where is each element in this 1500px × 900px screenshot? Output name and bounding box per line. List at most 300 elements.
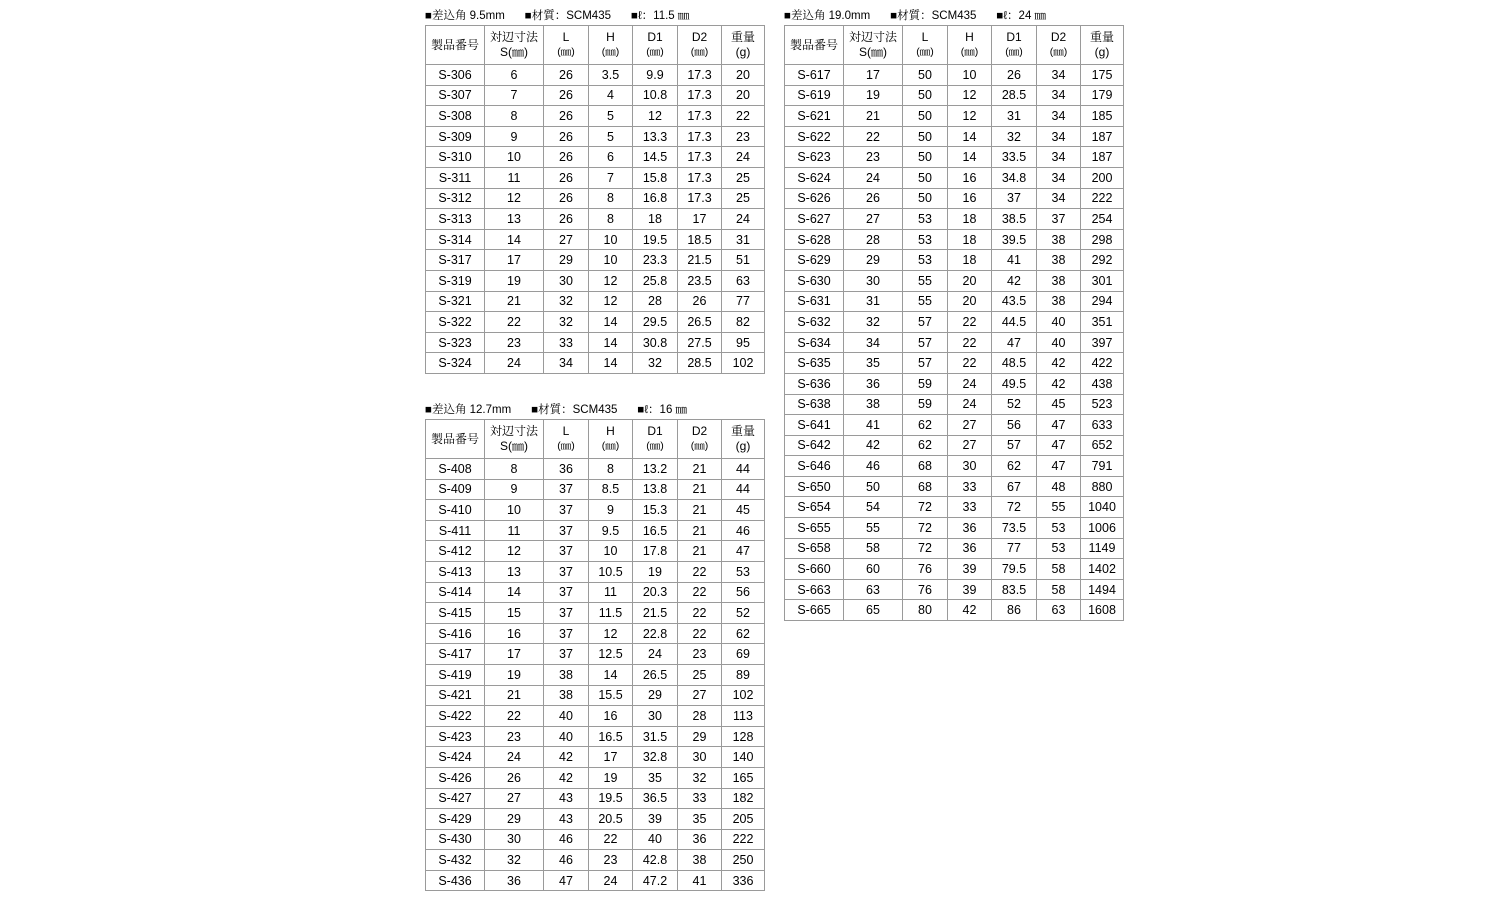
cell-d1: 48.5	[992, 353, 1037, 374]
cell-across-flats: 29	[844, 250, 903, 271]
cell-d2: 17.3	[678, 147, 722, 168]
table-row	[426, 209, 765, 230]
cell-h: 36	[948, 538, 992, 559]
cell-across-flats: 26	[844, 188, 903, 209]
cell-part-no: S-627	[785, 209, 844, 230]
cell-l: 38	[544, 664, 589, 685]
cell-part-no: S-655	[785, 518, 844, 539]
cell-weight: 254	[1081, 209, 1124, 230]
cell-across-flats: 27	[485, 788, 544, 809]
cell-h: 30	[948, 456, 992, 477]
cell-l: 27	[544, 229, 589, 250]
table-row	[426, 603, 765, 624]
cell-part-no: S-436	[426, 870, 485, 891]
cell-d1: 16.5	[633, 520, 678, 541]
spec-table	[425, 419, 765, 891]
cell-part-no: S-430	[426, 829, 485, 850]
cell-d1: 42.8	[633, 850, 678, 871]
cell-l: 37	[544, 500, 589, 521]
cell-across-flats: 65	[844, 600, 903, 621]
cell-part-no: S-424	[426, 747, 485, 768]
cell-d1: 47	[992, 332, 1037, 353]
cell-d1: 79.5	[992, 559, 1037, 580]
cell-d1: 13.2	[633, 459, 678, 480]
header-part-no	[785, 26, 844, 65]
header-text: S(㎜)	[859, 45, 887, 59]
cell-across-flats: 10	[485, 147, 544, 168]
cell-l: 26	[544, 85, 589, 106]
cell-d1: 9.9	[633, 65, 678, 86]
cell-l: 38	[544, 685, 589, 706]
cell-part-no: S-642	[785, 435, 844, 456]
table-row	[426, 106, 765, 127]
header-text: (㎜)	[690, 46, 709, 58]
cell-d2: 38	[1037, 291, 1081, 312]
cell-h: 19	[589, 767, 633, 788]
cell-d1: 22.8	[633, 623, 678, 644]
cell-weight: 633	[1081, 415, 1124, 436]
cell-weight: 51	[722, 250, 765, 271]
cell-d2: 34	[1037, 147, 1081, 168]
cell-d2: 42	[1037, 353, 1081, 374]
cell-part-no: S-310	[426, 147, 485, 168]
cell-weight: 82	[722, 312, 765, 333]
cell-d2: 34	[1037, 188, 1081, 209]
cell-h: 11.5	[589, 603, 633, 624]
cell-weight: 140	[722, 747, 765, 768]
cell-d2: 25	[678, 664, 722, 685]
header-l	[903, 26, 948, 65]
table-row	[426, 332, 765, 353]
cell-weight: 200	[1081, 167, 1124, 188]
table-row	[785, 538, 1124, 559]
cell-h: 14	[589, 664, 633, 685]
cell-h: 9	[589, 500, 633, 521]
spec-line	[425, 403, 765, 417]
header-h	[948, 26, 992, 65]
cell-d1: 62	[992, 456, 1037, 477]
header-row	[426, 26, 765, 65]
cell-h: 18	[948, 250, 992, 271]
cell-part-no: S-423	[426, 726, 485, 747]
header-weight	[722, 26, 765, 65]
cell-h: 39	[948, 579, 992, 600]
cell-d2: 27.5	[678, 332, 722, 353]
cell-h: 14	[948, 126, 992, 147]
cell-d1: 39	[633, 809, 678, 830]
cell-part-no: S-422	[426, 706, 485, 727]
cell-part-no: S-321	[426, 291, 485, 312]
cell-across-flats: 10	[485, 500, 544, 521]
cell-d1: 10.8	[633, 85, 678, 106]
cell-h: 12	[589, 270, 633, 291]
cell-weight: 77	[722, 291, 765, 312]
header-text: 重量	[730, 30, 755, 44]
table-row	[426, 788, 765, 809]
cell-d2: 21	[678, 520, 722, 541]
cell-across-flats: 7	[485, 85, 544, 106]
cell-l: 26	[544, 65, 589, 86]
cell-d1: 29	[633, 685, 678, 706]
cell-l: 29	[544, 250, 589, 271]
cell-d2: 38	[678, 850, 722, 871]
cell-l: 26	[544, 126, 589, 147]
cell-d1: 38.5	[992, 209, 1037, 230]
header-text: H	[965, 30, 974, 44]
cell-d2: 22	[678, 561, 722, 582]
cell-across-flats: 26	[485, 767, 544, 788]
table-row	[426, 829, 765, 850]
cell-d1: 21.5	[633, 603, 678, 624]
cell-part-no: S-628	[785, 229, 844, 250]
cell-across-flats: 23	[485, 726, 544, 747]
cell-l: 68	[903, 476, 948, 497]
cell-d2: 53	[1037, 538, 1081, 559]
cell-d1: 25.8	[633, 270, 678, 291]
cell-across-flats: 17	[485, 250, 544, 271]
cell-d1: 52	[992, 394, 1037, 415]
cell-d2: 17.3	[678, 85, 722, 106]
cell-part-no: S-417	[426, 644, 485, 665]
table-row	[426, 312, 765, 333]
header-text: D1	[647, 30, 663, 44]
cell-d1: 19	[633, 561, 678, 582]
cell-h: 4	[589, 85, 633, 106]
header-l	[544, 420, 589, 459]
spec-length: ■ℓ：24 ㎜	[996, 10, 1047, 22]
table-row	[426, 767, 765, 788]
header-text: 製品番号	[430, 431, 479, 446]
cell-across-flats: 41	[844, 415, 903, 436]
table-row	[426, 561, 765, 582]
table-row	[426, 685, 765, 706]
cell-across-flats: 11	[485, 167, 544, 188]
cell-d2: 17.3	[678, 167, 722, 188]
cell-weight: 179	[1081, 85, 1124, 106]
cell-weight: 438	[1081, 373, 1124, 394]
cell-d2: 18.5	[678, 229, 722, 250]
cell-across-flats: 55	[844, 518, 903, 539]
cell-d1: 37	[992, 188, 1037, 209]
cell-l: 46	[544, 829, 589, 850]
cell-across-flats: 15	[485, 603, 544, 624]
cell-l: 50	[903, 85, 948, 106]
cell-h: 3.5	[589, 65, 633, 86]
cell-h: 12	[589, 291, 633, 312]
table-row	[426, 459, 765, 480]
cell-part-no: S-410	[426, 500, 485, 521]
cell-h: 14	[589, 332, 633, 353]
cell-weight: 24	[722, 209, 765, 230]
table-row	[785, 167, 1124, 188]
table-row	[785, 250, 1124, 271]
cell-part-no: S-426	[426, 767, 485, 788]
cell-across-flats: 21	[844, 106, 903, 127]
cell-d2: 27	[678, 685, 722, 706]
cell-l: 59	[903, 373, 948, 394]
cell-h: 15.5	[589, 685, 633, 706]
cell-l: 34	[544, 353, 589, 374]
cell-d1: 26.5	[633, 664, 678, 685]
header-text: (㎜)	[1005, 46, 1023, 58]
table-row	[426, 870, 765, 891]
cell-d1: 34.8	[992, 167, 1037, 188]
cell-d1: 31	[992, 106, 1037, 127]
cell-across-flats: 60	[844, 559, 903, 580]
cell-across-flats: 23	[844, 147, 903, 168]
table-row	[785, 65, 1124, 86]
cell-d2: 29	[678, 726, 722, 747]
cell-d1: 13.3	[633, 126, 678, 147]
cell-across-flats: 22	[844, 126, 903, 147]
cell-part-no: S-306	[426, 65, 485, 86]
cell-d2: 28	[678, 706, 722, 727]
cell-weight: 102	[722, 353, 765, 374]
header-text: D2	[1050, 30, 1067, 44]
cell-l: 26	[544, 167, 589, 188]
cell-across-flats: 30	[485, 829, 544, 850]
cell-l: 76	[903, 559, 948, 580]
cell-weight: 52	[722, 603, 765, 624]
cell-d1: 73.5	[992, 518, 1037, 539]
cell-l: 42	[544, 767, 589, 788]
cell-l: 37	[544, 623, 589, 644]
header-text: 対辺寸法	[848, 30, 897, 44]
cell-l: 72	[903, 497, 948, 518]
table-row	[785, 209, 1124, 230]
cell-h: 7	[589, 167, 633, 188]
spec-line	[784, 9, 1124, 23]
cell-l: 26	[544, 147, 589, 168]
cell-part-no: S-624	[785, 167, 844, 188]
cell-d1: 72	[992, 497, 1037, 518]
cell-part-no: S-313	[426, 209, 485, 230]
table-row	[785, 270, 1124, 291]
table-row	[426, 809, 765, 830]
cell-l: 30	[544, 270, 589, 291]
header-text: (㎜)	[646, 46, 664, 58]
cell-l: 32	[544, 291, 589, 312]
cell-weight: 292	[1081, 250, 1124, 271]
cell-across-flats: 63	[844, 579, 903, 600]
header-text: D2	[691, 424, 708, 438]
table-row	[785, 353, 1124, 374]
cell-part-no: S-617	[785, 65, 844, 86]
cell-part-no: S-641	[785, 415, 844, 436]
table-block-19-0mm	[784, 9, 1124, 621]
header-text: (㎜)	[601, 46, 620, 58]
cell-l: 40	[544, 706, 589, 727]
cell-l: 76	[903, 579, 948, 600]
cell-d2: 22	[678, 582, 722, 603]
table-row	[426, 147, 765, 168]
cell-h: 24	[948, 394, 992, 415]
cell-across-flats: 14	[485, 229, 544, 250]
cell-weight: 397	[1081, 332, 1124, 353]
cell-part-no: S-638	[785, 394, 844, 415]
cell-part-no: S-307	[426, 85, 485, 106]
header-across-flats	[485, 420, 544, 459]
cell-l: 50	[903, 126, 948, 147]
header-text: L	[921, 30, 929, 44]
cell-h: 16	[948, 188, 992, 209]
cell-l: 55	[903, 291, 948, 312]
cell-weight: 23	[722, 126, 765, 147]
cell-across-flats: 35	[844, 353, 903, 374]
cell-h: 18	[948, 209, 992, 230]
cell-weight: 47	[722, 541, 765, 562]
cell-d1: 67	[992, 476, 1037, 497]
cell-h: 19.5	[589, 788, 633, 809]
cell-d1: 35	[633, 767, 678, 788]
cell-weight: 1402	[1081, 559, 1124, 580]
cell-d2: 32	[678, 767, 722, 788]
cell-h: 22	[948, 312, 992, 333]
cell-weight: 102	[722, 685, 765, 706]
cell-weight: 63	[722, 270, 765, 291]
cell-d1: 33.5	[992, 147, 1037, 168]
cell-h: 10	[948, 65, 992, 86]
header-text: (㎜)	[690, 440, 709, 452]
table-row	[426, 270, 765, 291]
cell-weight: 880	[1081, 476, 1124, 497]
cell-across-flats: 13	[485, 209, 544, 230]
table-row	[426, 520, 765, 541]
cell-weight: 294	[1081, 291, 1124, 312]
cell-h: 9.5	[589, 520, 633, 541]
cell-h: 33	[948, 476, 992, 497]
cell-d2: 47	[1037, 435, 1081, 456]
cell-d2: 26.5	[678, 312, 722, 333]
cell-part-no: S-419	[426, 664, 485, 685]
cell-d2: 23.5	[678, 270, 722, 291]
cell-l: 50	[903, 167, 948, 188]
cell-across-flats: 8	[485, 106, 544, 127]
cell-weight: 222	[1081, 188, 1124, 209]
cell-across-flats: 28	[844, 229, 903, 250]
table-row	[426, 623, 765, 644]
cell-d1: 77	[992, 538, 1037, 559]
cell-l: 46	[544, 850, 589, 871]
cell-d2: 37	[1037, 209, 1081, 230]
header-part-no	[426, 420, 485, 459]
cell-d2: 22	[678, 603, 722, 624]
cell-d2: 34	[1037, 85, 1081, 106]
cell-h: 16.5	[589, 726, 633, 747]
header-text: (g)	[735, 45, 751, 59]
cell-l: 50	[903, 147, 948, 168]
cell-part-no: S-632	[785, 312, 844, 333]
table-row	[785, 476, 1124, 497]
cell-across-flats: 29	[485, 809, 544, 830]
cell-l: 47	[544, 870, 589, 891]
header-text: S(㎜)	[500, 439, 528, 453]
cell-across-flats: 22	[485, 706, 544, 727]
cell-l: 80	[903, 600, 948, 621]
cell-l: 42	[544, 747, 589, 768]
cell-d2: 17.3	[678, 106, 722, 127]
header-text: (㎜)	[557, 46, 575, 58]
cell-weight: 182	[722, 788, 765, 809]
cell-part-no: S-312	[426, 188, 485, 209]
table-row	[426, 541, 765, 562]
cell-d1: 41	[992, 250, 1037, 271]
header-row	[785, 26, 1124, 65]
spec-drive-size: ■差込角 9.5mm	[425, 10, 505, 22]
cell-across-flats: 6	[485, 65, 544, 86]
cell-l: 57	[903, 353, 948, 374]
cell-d2: 55	[1037, 497, 1081, 518]
cell-weight: 53	[722, 561, 765, 582]
cell-h: 16	[948, 167, 992, 188]
cell-weight: 62	[722, 623, 765, 644]
cell-weight: 250	[722, 850, 765, 871]
cell-part-no: S-429	[426, 809, 485, 830]
cell-d1: 18	[633, 209, 678, 230]
cell-d2: 30	[678, 747, 722, 768]
cell-across-flats: 23	[485, 332, 544, 353]
cell-d1: 57	[992, 435, 1037, 456]
table-row	[785, 126, 1124, 147]
cell-part-no: S-658	[785, 538, 844, 559]
cell-l: 43	[544, 809, 589, 830]
table-row	[785, 373, 1124, 394]
cell-across-flats: 19	[485, 270, 544, 291]
table-row	[426, 65, 765, 86]
table-block-9-5mm	[425, 9, 765, 374]
cell-h: 20	[948, 291, 992, 312]
cell-part-no: S-631	[785, 291, 844, 312]
table-row	[426, 167, 765, 188]
cell-across-flats: 46	[844, 456, 903, 477]
cell-d2: 40	[1037, 312, 1081, 333]
cell-d1: 83.5	[992, 579, 1037, 600]
cell-l: 36	[544, 459, 589, 480]
cell-across-flats: 31	[844, 291, 903, 312]
cell-d2: 21	[678, 500, 722, 521]
spec-drive-size: ■差込角 19.0mm	[784, 10, 871, 22]
cell-h: 27	[948, 435, 992, 456]
cell-part-no: S-308	[426, 106, 485, 127]
header-text: (㎜)	[960, 46, 979, 58]
cell-d2: 28.5	[678, 353, 722, 374]
cell-d1: 39.5	[992, 229, 1037, 250]
cell-l: 53	[903, 229, 948, 250]
cell-d2: 47	[1037, 415, 1081, 436]
cell-l: 37	[544, 603, 589, 624]
cell-d1: 32	[992, 126, 1037, 147]
cell-weight: 69	[722, 644, 765, 665]
table-row	[426, 664, 765, 685]
cell-d1: 14.5	[633, 147, 678, 168]
cell-l: 53	[903, 250, 948, 271]
table-block-12-7mm	[425, 403, 765, 891]
cell-across-flats: 16	[485, 623, 544, 644]
cell-across-flats: 11	[485, 520, 544, 541]
cell-across-flats: 24	[485, 747, 544, 768]
cell-part-no: S-646	[785, 456, 844, 477]
cell-d2: 21	[678, 479, 722, 500]
header-text: L	[562, 424, 570, 438]
cell-across-flats: 34	[844, 332, 903, 353]
header-weight	[722, 420, 765, 459]
spec-table	[784, 25, 1124, 621]
cell-across-flats: 9	[485, 479, 544, 500]
cell-h: 36	[948, 518, 992, 539]
cell-l: 55	[903, 270, 948, 291]
cell-weight: 652	[1081, 435, 1124, 456]
cell-l: 37	[544, 541, 589, 562]
